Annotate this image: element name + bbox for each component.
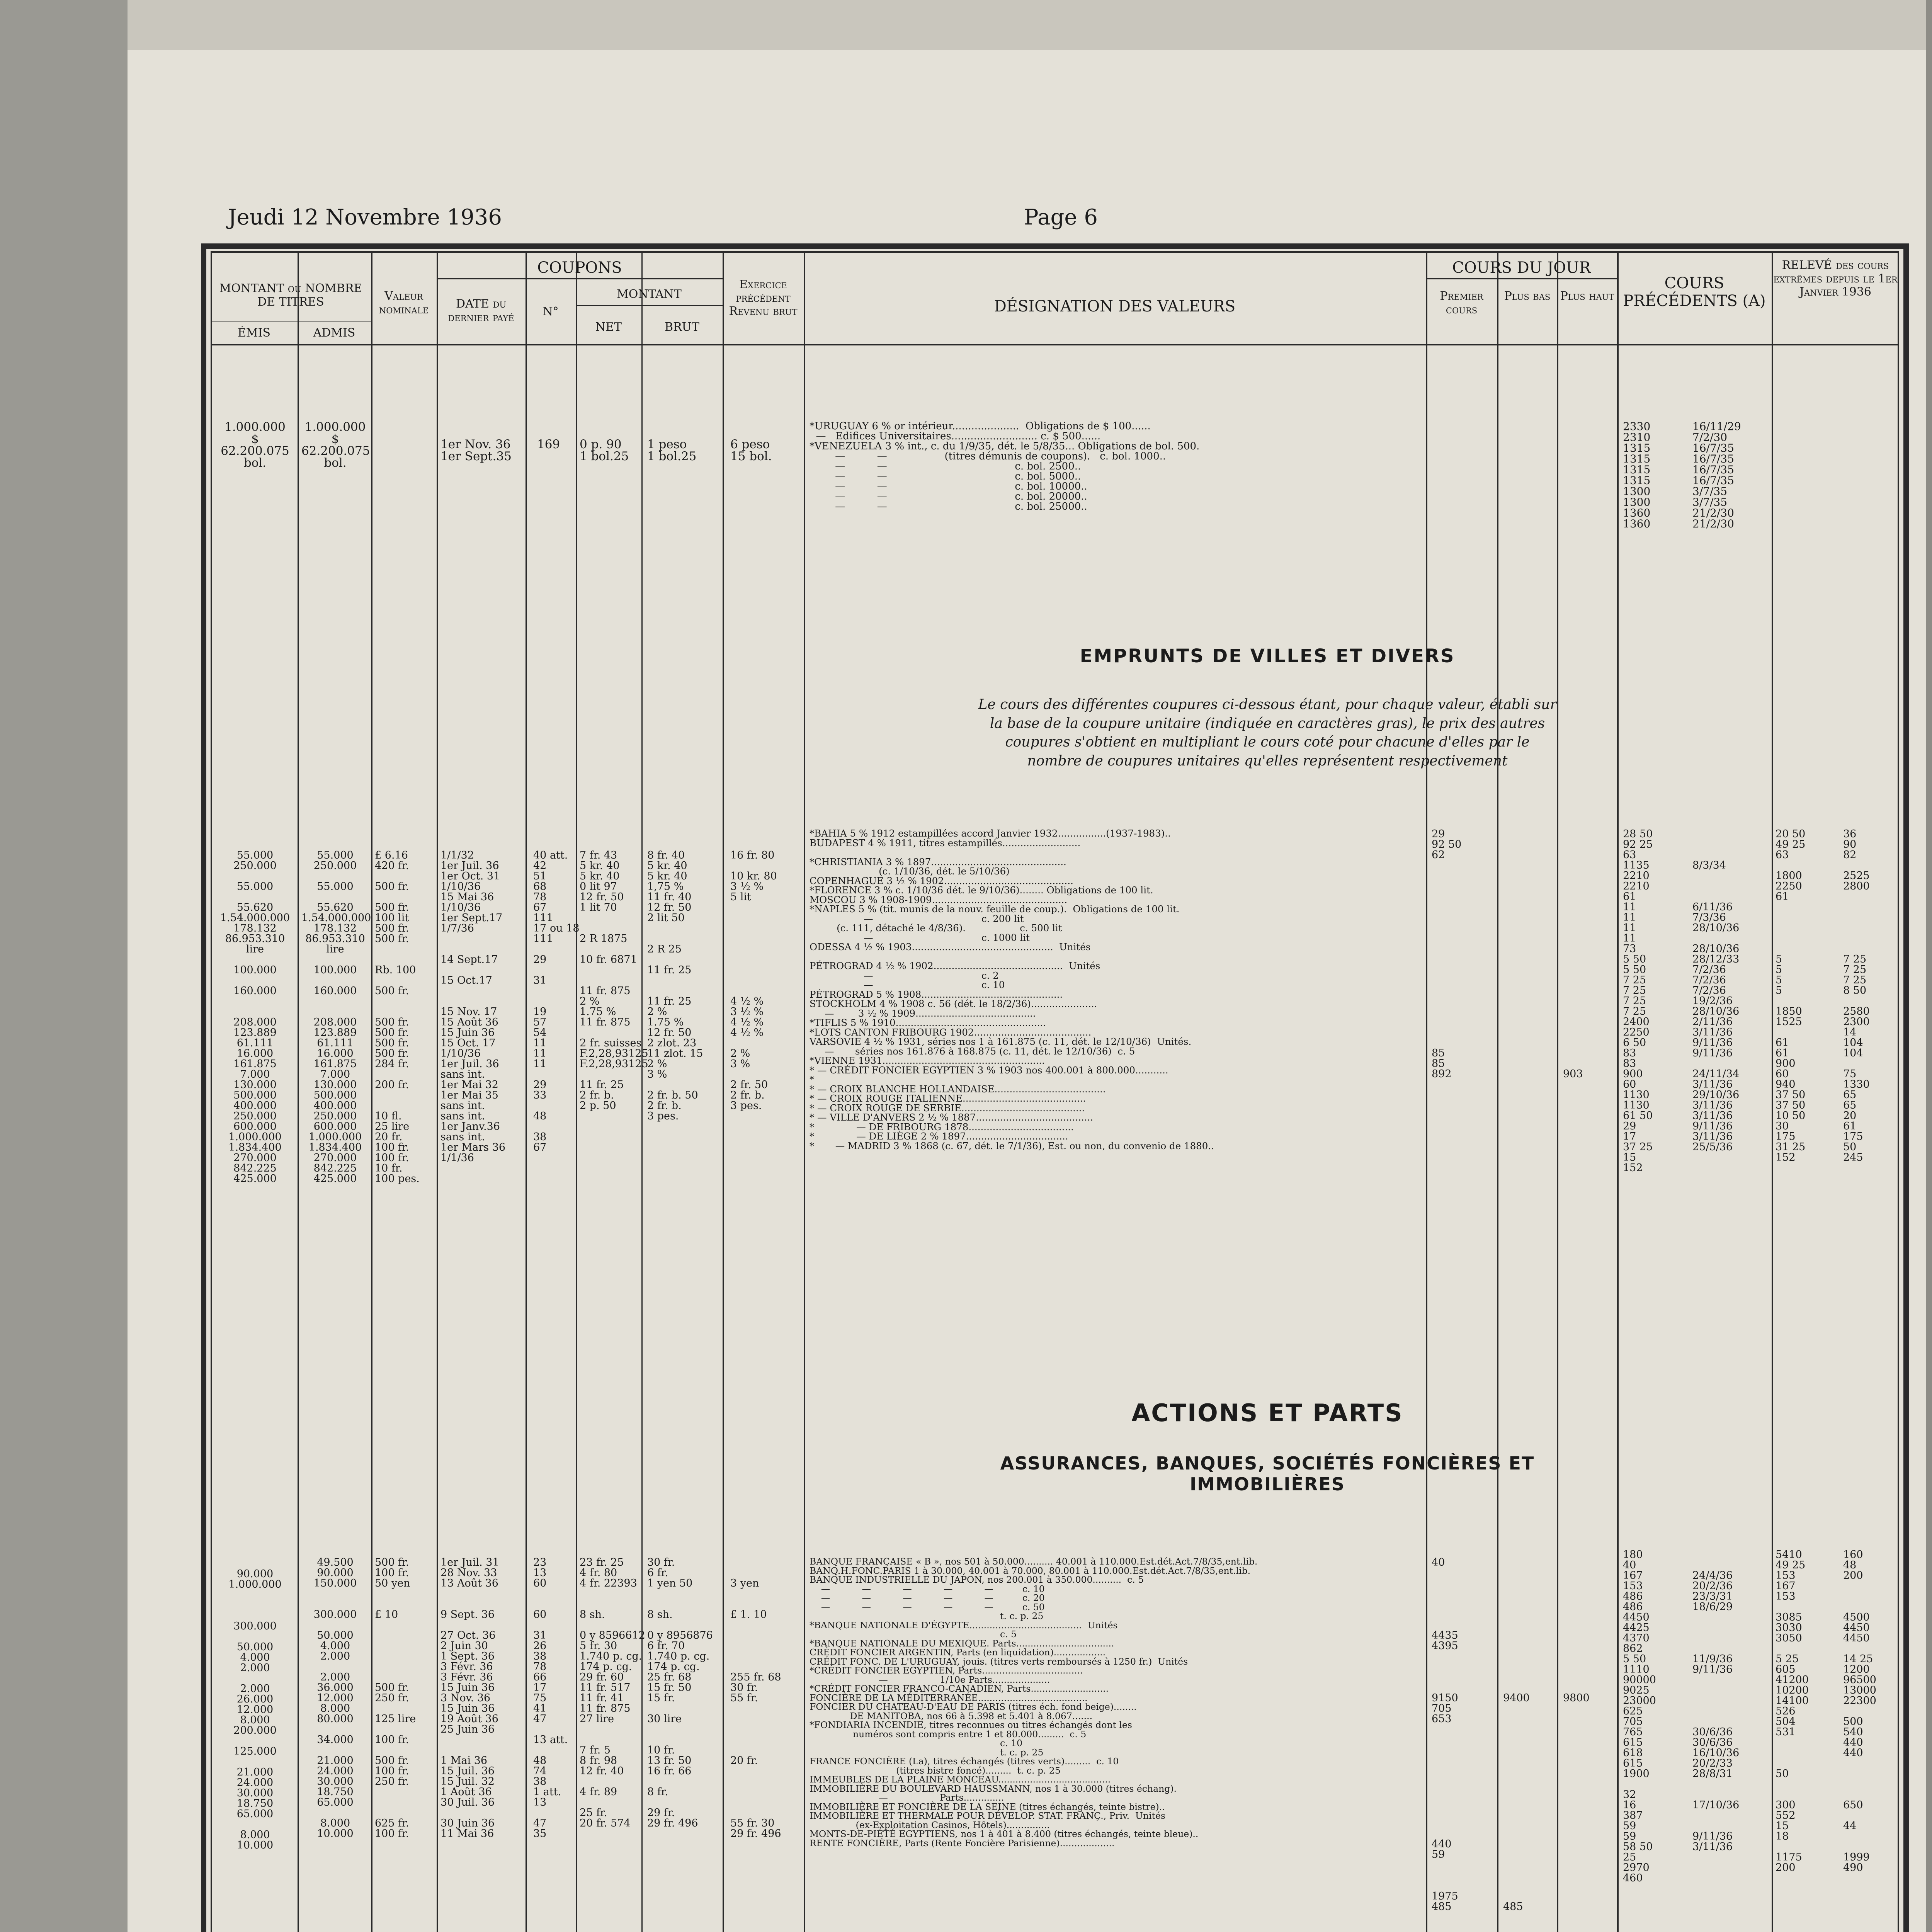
b2-num: 40 att. 42 51 68 78 67 111 17 ou 18 111 29 31 19 57 54 11 11 11 29 33 48 38 67 [533,849,580,1153]
running-head-date: Jeudi 12 Novembre 1936 [228,205,502,230]
b2-premier: 29 92 50 62 85 85 892 [1432,828,1462,1080]
b3-designation: BANQUE FRANÇAISE « B », nos 501 à 50.000.......... 40.001 à 110.000.Est.dét.Act.7/8/35,ent.lib. BANQ.H.FONC.PARIS 1 à 30.000, 40.001 à 70.000, 80.001 à 110.000.Est.dét.Act.7/8/35,ent.lib. BANQUE INDUSTRIELLE DU JAPON, nos 200.001 à 350.000.......... c. 5 — — — — — c. 10 — — — — — c. 20 — — — — — c. 50 t. c. p. 25 *BANQUE NATIONALE D'ÉGYPTE....................................... Unités c. 5 *BANQUE NATIONALE DU MEXIQUE. Parts.................................. CRÉDIT FONCIER ARGENTIN, Parts (en liquidation).................. CRÉDIT FONC. DE L'URUGUAY, jouis. (titres verts remboursés à 1250 fr.) Unités *CRÉDIT FONCIER EGYPTIEN, Parts................................... — 1/10e Parts.................... *CRÉDIT FONCIER FRANCO-CANADIEN, Parts........................... FONCIÈRE DE LA MÉDITERRANÉE...................................... FONCIER DU CHATEAU-D'EAU DE PARIS (titres éch. fond beige)........ DE MANITOBA, nos 66 à 5.398 et 5.401 à 8.067....... *FONDIARIA INCENDIE, titres reconnues ou titres échangés dont les numéros sont compris entre 1 et 80.000......... c. 5 c. 10 t. c. p. 25 FRANCE FONCIÈRE (La), titres échangés (titres verts)......... c. 10 (titres bistre foncé)......... t. c. p. 25 IMMEUBLES DE LA PLAINE MONCEAU....................................... IMMOBILIÈRE DU BOULEVARD HAUSSMANN, nos 1 à 30.000 (titres échang). — Parts.............. IMMOBILIÈRE ET FONCIÈRE DE LA SEINE (titres échangés, teinte bistre).. IMMOBILIÈRE ET THERMALE POUR DÉVELOP. STAT. FRANÇ., Priv. Unités (ex-Exploitation Casinos, Hôtels)............... MONTS-DE-PIÉTÉ EGYPTIENS, nos 1 à 401 à 8.400 (titres échangés, teinte bleue).. RENTE FONCIÈRE, Parts (Rente Foncière Parisienne)................... [810,1556,1258,1849]
running-head-page: Page 6 [1024,205,1098,230]
header-emis: ÉMIS [237,326,271,340]
header-date-paye: DATE du dernier payé [448,297,514,324]
newspaper-page [128,50,1926,1932]
b1-date: 1er Nov. 36 1er Sept.35 [440,437,512,463]
b3-emis: 90.000 1.000.000 300.000 50.000 4.000 2.000 2.000 26.000 12.000 8.000 200.000 125.000 21.000 24.000 30.000 18.750 65.000 8.000 10.000 [228,1568,282,1851]
header-bottom-rule [211,344,1899,345]
b2-net: 7 fr. 43 5 kr. 40 5 kr. 40 0 lit 97 12 fr. 50 1 lit 70 2 R 1875 10 fr. 6871 11 fr. 875 2 % 1.75 % 11 fr. 875 2 fr. suisses F.2,28,93125 F.2,28,93125 11 fr. 25 2 fr. b. 2 p. 50 [580,849,648,1112]
b1-net: 0 p. 90 1 bol.25 [580,437,629,463]
b2-valeur: £ 6.16 420 fr. 500 fr. 500 fr. 100 lit 500 fr. 500 fr. Rb. 100 500 fr. 500 fr. 500 fr. 500 fr. 500 fr. 284 fr. 200 fr. 10 fl. 25 lire 20 fr. 100 fr. 100 fr. 10 fr. 100 pes. [375,849,420,1185]
header-valeur: Valeur nominale [379,289,429,316]
header-net: NET [595,320,622,334]
b2-designation: *BAHIA 5 % 1912 estampillées accord Janvier 1932................(1937-1983).. BUDAPEST 4 % 1911, titres estampillés.......................... *CHRISTIANIA 3 % 1897............................................. (c. 1/10/36, dét. le 5/10/36) COPENHAGUE 3 ½ % 1902........................................... *FLORENCE 3 % c. 1/10/36 dét. le 9/10/36)........ Obligations de 100 lit. MOSCOU 3 % 1908-1909............................................. *NAPLES 5 % (tit. munis de la nouv. feuille de coup.). Obligations de 100 lit. — c. 200 lit (c. 111, détaché le 4/8/36). c. 500 lit — c. 1000 lit ODESSA 4 ½ % 1903............................................... Unités PÉTROGRAD 4 ½ % 1902........................................... Unités — c. 2 — c. 10 PÉTROGRAD 5 % 1908............................................... STOCKHOLM 4 % 1908 c. 56 (dét. le 18/2/36)...................... — 3 ½ % 1909........................................ *TIFLIS 5 % 1910.................................................. *LOTS CANTON FRIBOURG 1902....................................... VARSOVIE 4 ½ % 1931, séries nos 1 à 161.875 (c. 11, dét. le 12/10/36) Unités. — séries nos 161.876 à 168.875 (c. 11, dét. le 12/10/36) c. 5 *VIENNE 1931...................................................... * — CRÉDIT FONCIER EGYPTIEN 3 % 1903 nos 400.001 à 800.000........... * * — CROIX BLANCHE HOLLANDAISE..................................... * — CROIX ROUGE ITALIENNE......................................... * — CROIX ROUGE DE SERBIE......................................... * — VILLE D'ANVERS 2 ½ % 1887....................................... * — DE FRIBOURG 1878................................... * — DE LIÈGE 2 % 1897.................................. * — MADRID 3 % 1868 (c. 67, dét. le 7/1/36), Est. ou non, du convenio de 1880.. [810,828,1214,1151]
b1-prec: 2330 2310 1315 1315 1315 1315 1300 1300 1360 1360 [1623,420,1651,530]
b3-net: 23 fr. 25 4 fr. 80 4 fr. 22393 8 sh. 0 y 8596612 5 fr. 30 1.740 p. cg. 174 p. cg. 29 fr. 60 11 fr. 517 11 fr. 41 11 fr. 875 27 lire 7 fr. 5 8 fr. 98 12 fr. 40 4 fr. 89 25 fr. 20 fr. 574 [580,1556,645,1829]
scan-border-right [1926,0,1932,1932]
header-designation: DÉSIGNATION DES VALEURS [994,298,1236,315]
b3-num: 23 13 60 60 31 26 38 78 66 17 75 41 47 13 att. 48 74 38 1 att. 13 47 35 [533,1556,568,1840]
header-plus-bas: Plus bas [1504,289,1551,303]
b2-plus-haut: 903 [1563,1068,1583,1080]
b3-date: 1er Juil. 31 28 Nov. 33 13 Août 36 9 Sept. 36 27 Oct. 36 2 Juin 30 1 Sept. 36 3 Févr. 36 3 Févr. 36 15 Juin 36 3 Nov. 36 15 Juin 36 19 Août 36 25 Juin 36 1 Mai 36 15 Juil. 36 15 Juil. 32 1 Août 36 30 Juil. 36 30 Juin 36 11 Mai 36 [440,1556,499,1840]
col-rule [437,251,438,1932]
col-rule [723,251,724,1932]
col-rule [1557,251,1558,1932]
col-rule [526,251,527,1932]
header-releve: RELEVÉ des cours extrêmes depuis le 1er Janvier 1936 [1773,259,1898,299]
b1-brut: 1 peso 1 bol.25 [647,437,697,463]
col-rule [804,251,805,1932]
b2-admis: 55.000 250.000 55.000 55.620 1.54.000.000 178.132 86.953.310 lire 100.000 160.000 208.000 123.889 61.111 16.000 161.875 7.000 130.000 500.000 400.000 250.000 600.000 1.000.000 1.834.400 270.000 842.225 425.000 [301,849,371,1185]
col-rule [1617,251,1619,1932]
b1-prec-date: 16/11/29 7/2/30 16/7/35 16/7/35 16/7/35 16/7/35 3/7/35 3/7/35 21/2/30 21/2/30 [1692,420,1741,530]
b2-prec: 28 50 92 25 63 1135 2210 2210 61 11 11 11 11 73 5 50 5 50 7 25 7 25 7 25 7 25 2400 2250 6 50 83 83 900 60 1130 1130 61 50 29 17 37 25 15 152 [1623,828,1653,1174]
b3-prec: 180 40 167 153 486 486 4450 4425 4370 862 5 50 1110 90000 9025 23000 625 705 765 615 618 615 1900 32 16 387 59 59 58 50 25 2970 460 [1623,1549,1656,1884]
header-montant-coupon: MONTANT [617,287,682,301]
header-numero: N° [543,305,559,318]
b1-designation: *URUGUAY 6 % or intérieur..................... Obligations de $ 100...... — Edifices Universitaires........................... c. $ 500...... *VENEZUELA 3 % int., c. du 1/9/35, dét. le 5/8/35... Obligations de bol. 500. — — (titres démunis de coupons). c. bol. 1000.. — — c. bol. 2500.. — — c. bol. 5000.. — — c. bol. 10000.. — — c. bol. 20000.. — — c. bol. 25000.. [810,420,1200,512]
b1-emis: 1.000.000 $ 62.200.075 bol. [221,420,289,470]
header-coupons: COUPONS [537,259,622,277]
section-title-actions: ACTIONS ET PARTS [1131,1399,1403,1427]
header-premier: Premier cours [1440,289,1483,316]
b2-date: 1/1/32 1er Juil. 36 1er Oct. 31 1/10/36 15 Mai 36 1/10/36 1er Sept.17 1/7/36 14 Sept.17 15 Oct.17 15 Nov. 17 15 Août 36 15 Juin 36 15 Oct. 17 1/10/36 1er Juil. 36 sans int. 1er Mai 32 1er Mai 35 sans int. sans int. 1er Janv.36 sans int. 1er Mars 36 1/1/36 [440,849,506,1164]
b3-prec-date: 24/4/36 20/2/36 23/3/31 18/6/29 11/9/36 9/11/36 30/6/36 30/6/36 16/10/36 20/2/33 28/8/31 17/10/36 9/11/36 3/11/36 [1692,1570,1740,1853]
b2-emis: 55.000 250.000 55.000 55.620 1.54.000.000 178.132 86.953.310 lire 100.000 160.000 208.000 123.889 61.111 16.000 161.875 7.000 130.000 500.000 400.000 250.000 600.000 1.000.000 1.834.400 270.000 842.225 425.000 [220,849,290,1185]
b3-admis: 49.500 90.000 150.000 300.000 50.000 4.000 2.000 2.000 36.000 12.000 8.000 80.000 34.000 21.000 24.000 30.000 18.750 65.000 8.000 10.000 [313,1556,357,1840]
b3-plus-bas: 9400 485 [1503,1692,1530,1913]
b2-exer: 16 fr. 80 10 kr. 80 3 ½ % 5 lit 4 ½ % 3 ½ % 4 ½ % 4 ½ % 2 % 3 % 2 fr. 50 2 fr. b. 3 pes. [730,849,777,1112]
cours-jour-rule [1426,278,1617,279]
section-note-coupures: Le cours des différentes coupures ci-dessous étant, pour chaque valeur, établi sur la base de la coupure unitaire (indiquée en caractères gras), le prix des autres coupures s'obtient en multipliant le cours coté pour chacune d'elles par le nombre de coupures unitaires qu'elles représentent respectivement [978,697,1557,769]
b3-exer: 3 yen £ 1. 10 255 fr. 68 30 fr. 55 fr. 20 fr. 55 fr. 30 29 fr. 496 [730,1577,781,1840]
b2-brut: 8 fr. 40 5 kr. 40 5 kr. 40 1,75 % 11 fr. 40 12 fr. 50 2 lit 50 2 R 25 11 fr. 25 11 fr. 25 2 % 1.75 % 12 fr. 50 2 zlot. 23 11 zlot. 15 2 % 3 % 2 fr. b. 50 2 fr. b. 3 pes. [647,849,703,1122]
col-rule [1426,251,1427,1932]
header-cours-jour: COURS DU JOUR [1452,259,1591,277]
coupons-rule [437,278,723,279]
header-cours-precedents: COURS PRÉCÉDENTS (A) [1623,274,1766,310]
montant-rule [576,305,723,306]
header-exercice: Exercice précédent Revenu brut [729,278,798,318]
b3-valeur: 500 fr. 100 fr. 50 yen £ 10 500 fr. 250 fr. 125 lire 100 fr. 500 fr. 100 fr. 250 fr. 625 fr. 100 fr. [375,1556,416,1840]
section-subtitle-assurances: ASSURANCES, BANQUES, SOCIÉTÉS FONCIÈRES ET IMMOBILIÈRES [1000,1453,1535,1495]
scan-border-left [0,0,128,1932]
b2-prec-date: 8/3/34 6/11/36 7/3/36 28/10/36 28/10/36 28/12/33 7/2/36 7/2/36 7/2/36 19/2/36 28/10/36 2/11/36 3/11/36 9/11/36 9/11/36 24/11/34 3/11/36 29/10/36 3/11/36 3/11/36 9/11/36 3/11/36 25/5/36 [1692,859,1740,1153]
header-admis: ADMIS [313,326,355,340]
col-rule [298,251,299,1932]
col-rule [1497,251,1498,1932]
b1-num: 169 [537,437,560,451]
b3-releve-lo: 160 48 200 4500 4450 4450 14 25 1200 96500 13000 22300 500 540 440 440 650 44 1999 490 [1843,1549,1876,1874]
b3-premier: 40 4435 4395 9150 705 653 440 59 1975 485 [1432,1556,1458,1913]
b3-releve-hi: 5410 49 25 153 167 153 3085 3030 3050 5 25 605 41200 10200 14100 526 504 531 50 300 552 15 18 1175 200 [1776,1549,1809,1874]
header-montant: MONTANT ou NOMBRE DE TITRES [219,282,362,309]
b3-brut: 30 fr. 6 fr. 1 yen 50 8 sh. 0 y 8956876 6 fr. 70 1.740 p. cg. 174 p. cg. 25 fr. 68 15 fr. 50 15 fr. 30 lire 10 fr. 13 fr. 50 16 fr. 66 8 fr. 29 fr. 29 fr. 496 [647,1556,713,1829]
b2-releve-hi: 20 50 49 25 63 1800 2250 61 5 5 5 5 1850 1525 61 61 900 60 940 37 50 37 50 10 50 30 175 31 25 152 [1776,828,1806,1163]
header-brut: BRUT [665,320,699,334]
b1-admis: 1.000.000 $ 62.200.075 bol. [301,420,370,470]
col-rule [371,251,372,1932]
b2-releve-lo: 36 90 82 2525 2800 7 25 7 25 7 25 8 50 2580 2300 14 104 104 75 1330 65 65 20 61 175 50 245 [1843,828,1870,1163]
b1-exer: 6 peso 15 bol. [730,437,772,463]
section-title-emprunts: EMPRUNTS DE VILLES ET DIVERS [1080,645,1455,667]
header-plus-haut: Plus haut [1560,289,1614,303]
col-rule [1772,251,1773,1932]
b3-plus-haut: 9800 [1563,1692,1590,1704]
